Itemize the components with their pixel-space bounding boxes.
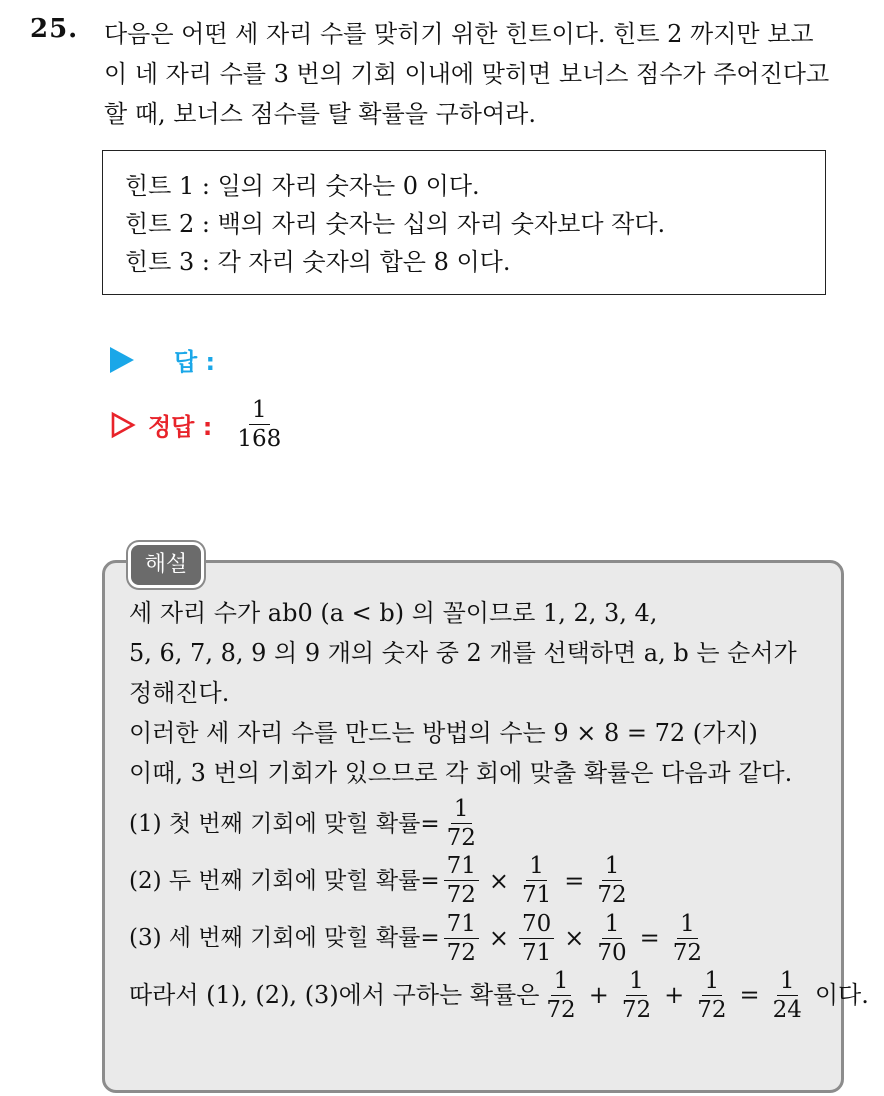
fraction-numerator: 1	[626, 969, 647, 996]
correct-answer-fraction	[234, 398, 284, 451]
fraction-denominator: 168	[237, 426, 282, 453]
fraction-denominator: 72	[446, 825, 476, 852]
times-operator: ×	[488, 866, 509, 895]
fraction	[694, 969, 729, 1022]
hint-box	[102, 150, 826, 295]
fraction-denominator: 24	[772, 996, 802, 1023]
fraction	[770, 969, 805, 1022]
fraction-denominator: 71	[521, 882, 552, 909]
fraction-numerator: 1	[602, 912, 623, 939]
plus-operator: +	[664, 981, 685, 1010]
fraction-numerator: 1	[451, 797, 472, 824]
fraction-denominator: 72	[697, 996, 727, 1023]
step-3-label: (3) 세 번째 기회에 맞힐 확률=	[129, 925, 440, 952]
equals-operator: =	[564, 866, 585, 895]
fraction-denominator: 72	[597, 882, 627, 909]
fraction-numerator: 1	[677, 912, 698, 939]
step-2	[129, 854, 829, 907]
correct-answer-row	[110, 398, 288, 451]
fraction	[444, 854, 479, 907]
solution-tab: 해설	[128, 542, 204, 588]
fraction-denominator: 72	[546, 996, 576, 1023]
problem-line: 이 네 자리 수를 3 번의 기회 이내에 맞히면 보너스 점수가 주어진다고	[104, 60, 830, 88]
solution-line: 5, 6, 7, 8, 9 의 9 개의 숫자 중 2 개를 선택하면 a, b 는 순서가	[129, 639, 797, 667]
solution-box	[102, 560, 869, 1093]
step-1	[129, 797, 829, 850]
fraction-numerator: 1	[551, 969, 572, 996]
step-3	[129, 912, 829, 965]
step-2-label: (2) 두 번째 기회에 맞힐 확률=	[129, 867, 440, 894]
fraction-denominator: 72	[446, 939, 476, 966]
fraction	[543, 969, 578, 1022]
fraction-numerator: 1	[526, 854, 547, 881]
fraction-numerator: 1	[702, 969, 723, 996]
times-operator: ×	[488, 924, 509, 953]
fraction	[444, 912, 479, 965]
fraction-denominator: 70	[597, 939, 627, 966]
fraction-numerator: 1	[249, 398, 270, 425]
equals-operator: =	[639, 924, 660, 953]
hint-1: 힌트 1 : 일의 자리 숫자는 0 이다.	[125, 172, 480, 200]
problem-text	[104, 14, 874, 134]
final-prefix: 따라서 (1), (2), (3)에서 구하는 확률은	[129, 981, 540, 1010]
correct-answer-label: 정답 :	[148, 413, 213, 442]
fraction-numerator: 70	[519, 912, 554, 939]
fraction-numerator: 71	[444, 854, 479, 881]
plus-operator: +	[588, 981, 609, 1010]
solution-line: 정해진다.	[129, 679, 230, 707]
fraction-denominator: 72	[672, 939, 703, 966]
final-suffix: 이다.	[814, 981, 869, 1010]
outline-play-icon	[110, 411, 136, 439]
problem-line: 할 때, 보너스 점수를 탈 확률을 구하여라.	[104, 100, 536, 128]
final-result	[129, 967, 869, 1023]
fraction	[594, 912, 629, 965]
fraction	[619, 969, 654, 1022]
step-1-label: (1) 첫 번째 기회에 맞힐 확률=	[129, 810, 440, 837]
solution-line: 세 자리 수가 ab0 (a < b) 의 꼴이므로 1, 2, 3, 4,	[129, 599, 658, 627]
times-operator: ×	[564, 924, 585, 953]
problem-line: 다음은 어떤 세 자리 수를 맞히기 위한 힌트이다. 힌트 2 까지만 보고	[104, 20, 814, 48]
fraction-numerator: 1	[602, 854, 623, 881]
fraction-numerator: 71	[444, 912, 479, 939]
hint-2: 힌트 2 : 백의 자리 숫자는 십의 자리 숫자보다 작다.	[125, 210, 666, 238]
problem-number: 25.	[30, 14, 79, 44]
fraction	[594, 854, 629, 907]
fraction	[670, 912, 705, 965]
solution-line: 이러한 세 자리 수를 만드는 방법의 수는 9 × 8 = 72 (가지)	[129, 719, 758, 747]
fraction-denominator: 72	[446, 882, 476, 909]
fraction	[519, 912, 554, 965]
solution-text	[129, 593, 869, 1023]
fraction-numerator: 1	[777, 969, 798, 996]
answer-row	[110, 342, 215, 377]
solution-line: 이때, 3 번의 기회가 있으므로 각 회에 맞출 확률은 다음과 같다.	[129, 759, 793, 787]
fraction	[444, 797, 479, 850]
fraction-denominator: 72	[621, 996, 652, 1023]
hint-3: 힌트 3 : 각 자리 숫자의 합은 8 이다.	[125, 248, 511, 276]
fraction-denominator: 71	[521, 939, 552, 966]
answer-label: 답 :	[174, 348, 216, 376]
fraction	[519, 854, 554, 907]
equals-operator: =	[739, 981, 760, 1010]
play-icon	[110, 347, 134, 373]
